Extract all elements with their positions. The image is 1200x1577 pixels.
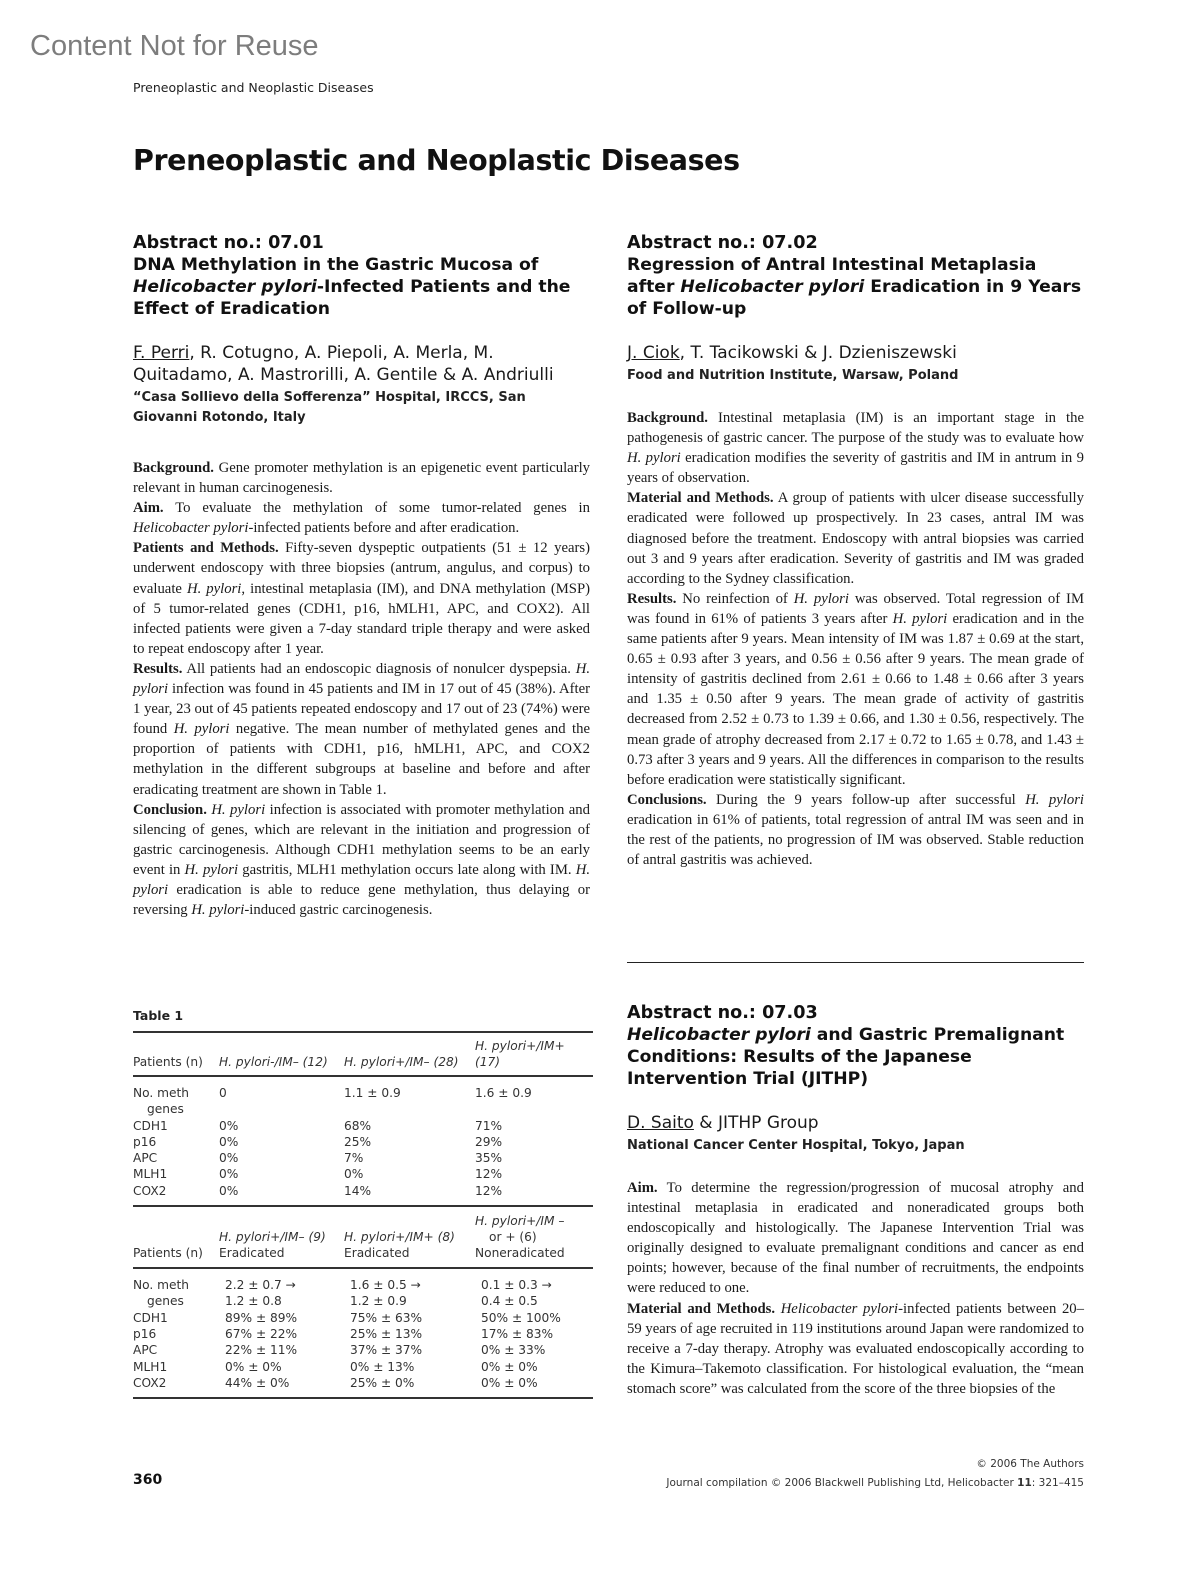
table-cell: 1.1 ± 0.9 [344, 1086, 401, 1100]
table-cell: COX2 [133, 1375, 167, 1390]
table-cell: 22% ± 11% [225, 1343, 298, 1358]
table-row [133, 1076, 593, 1101]
table-cell: 44% ± 0% [225, 1375, 290, 1390]
table-cell: 17% ± 83% [481, 1326, 554, 1341]
presenting-author: J. Ciok [627, 343, 680, 363]
table-cell: 25% [344, 1134, 372, 1149]
affiliation: National Cancer Center Hospital, Tokyo, Japan [627, 1138, 965, 1153]
watermark: Content Not for Reuse [30, 30, 319, 62]
table-header-cell: H. pylori+/IM+ (17) [475, 1032, 593, 1076]
abstract-divider [627, 962, 1084, 963]
table-cell: genes [147, 1294, 184, 1309]
table-cell: 50% ± 100% [481, 1310, 561, 1325]
table-header-cell: H. pylori+/IM– (28) [344, 1032, 475, 1076]
table-cell: p16 [133, 1134, 157, 1149]
table-cell: 75% ± 63% [350, 1310, 423, 1325]
running-head: Preneoplastic and Neoplastic Diseases [133, 80, 374, 95]
aim-paragraph: Aim. To determine the regression/progression of mucosal atrophy and intestinal metaplasia in eradicated and noneradicated groups both endoscopically and histologically. The Japanese Intervention Trial was originally designed to evaluate premalignant conditions and cancer as end points; however, because of the final number of recruitments, the endpoints were reduced to one. [627, 1180, 1084, 1297]
table-row [133, 1150, 593, 1166]
background-paragraph: Background. Gene promoter methylation is an epigenetic event particularly relevant in human carcinogenesis. [133, 460, 591, 497]
table-cell: 1.2 ± 0.8 [225, 1294, 282, 1309]
table-cell: 0% [219, 1183, 239, 1198]
table-row [133, 1268, 593, 1293]
abstract-title: Helicobacter pylori and Gastric Premalignant Conditions: Results of the Japanese Intervention Trial (JITHP) [627, 1025, 1065, 1089]
table-cell: 7% [344, 1151, 364, 1166]
conclusions-paragraph: Conclusions. During the 9 years follow-up after successful H. pylori eradication in 61% of patients, total regression of antral IM was seen and in the rest of the patients, no progression of IM was observed. Stable reduction of antral gastritis was achieved. [627, 791, 1085, 869]
table-row [133, 1166, 593, 1182]
results-paragraph: Results. No reinfection of H. pylori was observed. Total regression of IM was found in 61% of patients 3 years after H. pylori eradication and in the same patients after 9 years. Mean intensity of IM was 1.87 ± 0.69 at the start, 0.65 ± 0.93 after 3 years, and 0.56 ± 0.56 after 9 years. The mean grade of intensity of gastritis declined from 2.61 ± 0.66 to 1.48 ± 0.66 after 3 years and 1.35 ± 0.50 after 9 years. The mean grade of activity of gastritis decreased from 2.52 ± 0.73 to 1.39 ± 0.66, and 1.30 ± 0.56, respectively. The mean grade of atrophy decreased from 2.17 ± 0.72 to 1.65 ± 0.78, and 1.43 ± 0.73 after 3 years and 9 years. All the differences in comparison to the results before eradication were statistically significant. [627, 590, 1084, 788]
abstract-body [133, 458, 590, 920]
table-cell: 25% ± 0% [350, 1375, 415, 1390]
table-cell: MLH1 [133, 1359, 168, 1374]
table-cell: 89% ± 89% [225, 1310, 298, 1325]
table-header-cell: H. pylori-/IM– (12) [219, 1032, 344, 1076]
abstract-number: Abstract no.: 07.01 [133, 233, 324, 253]
results-paragraph: Results. All patients had an endoscopic diagnosis of nonulcer dyspepsia. H. pylori infection was found in 45 patients and IM in 17 out of 45 (38%). After 1 year, 23 out of 45 patients repeated endoscopy and 17 out of 23 (74%) were found H. pylori negative. The mean number of methylated genes and the proportion of patients with CDH1, p16, hMLH1, APC, and COX2 methylation in the different subgroups at baseline and before and after eradicating treatment are shown in Table 1. [133, 660, 590, 798]
presenting-author: D. Saito [627, 1113, 694, 1133]
table-header-cell: Patients (n) [133, 1206, 219, 1268]
table-cell: CDH1 [133, 1118, 168, 1133]
author-list: F. Perri, R. Cotugno, A. Piepoli, A. Merla, M. Quitadamo, A. Mastrorilli, A. Gentile & A. Andriulli [133, 343, 554, 385]
table-cell: APC [133, 1343, 158, 1358]
conclusion-paragraph: Conclusion. H. pylori infection is associated with promoter methylation and silencing of genes, which are relevant in the initiation and progression of gastric carcinogenesis. Although CDH1 methylation seems to be an early event in H. pylori gastritis, MLH1 methylation occurs late along with IM. H. pylori eradication is able to reduce gene methylation, thus delaying or reversing H. pylori-induced gastric carcinogenesis. [133, 801, 590, 919]
table-header-cell: H. pylori+/IM+ (8) Eradicated [344, 1206, 475, 1268]
table-cell: 0% ± 33% [481, 1343, 546, 1358]
section-title: Preneoplastic and Neoplastic Diseases [133, 144, 740, 177]
table-cell: 37% ± 37% [350, 1343, 423, 1358]
table-cell: 0% [219, 1151, 239, 1166]
table-cell: 12% [475, 1167, 503, 1182]
abstract-body [627, 1178, 1084, 1399]
table-row [133, 1310, 593, 1326]
table-1 [133, 1008, 593, 1399]
table-cell: 35% [475, 1151, 503, 1166]
table-row [133, 1359, 593, 1375]
table-cell: 67% ± 22% [225, 1326, 298, 1341]
table-cell: 0% ± 13% [350, 1359, 415, 1374]
table-cell: 0% [219, 1118, 239, 1133]
methylation-table [133, 1031, 593, 1399]
table-cell: 12% [475, 1183, 503, 1198]
table-cell: 1.6 ± 0.9 [475, 1086, 532, 1100]
abstract-07-01 [133, 232, 590, 920]
table-row [133, 1183, 593, 1199]
presenting-author: F. Perri [133, 343, 190, 363]
copyright-line: © 2006 The Authors [976, 1458, 1084, 1470]
table-row [133, 1134, 593, 1150]
table-cell: 0% ± 0% [481, 1359, 538, 1374]
abstract-number: Abstract no.: 07.02 [627, 233, 818, 253]
author-list: J. Ciok, T. Tacikowski & J. Dzieniszewski [627, 343, 957, 363]
table-cell: 1.2 ± 0.9 [350, 1294, 407, 1309]
table-cell: 0% [219, 1167, 239, 1182]
abstract-07-02 [627, 232, 1084, 870]
table-cell: p16 [133, 1326, 157, 1341]
affiliation: Food and Nutrition Institute, Warsaw, Poland [627, 368, 959, 383]
table-cell [219, 1101, 344, 1117]
table-cell: 0% ± 0% [481, 1375, 538, 1390]
methods-paragraph: Material and Methods. A group of patients with ulcer disease successfully eradicated were followed up prospectively. In 23 cases, antral IM was diagnosed before the treatment. Endoscopy with antral biopsies was carried out 3 and 9 years after eradication. Severity of gastritis and IM was graded according to the Sydney classification. [627, 490, 1084, 587]
table-cell: 14% [344, 1183, 372, 1198]
table-cell: 0.1 ± 0.3 → [481, 1278, 552, 1293]
table-row [133, 1375, 593, 1391]
table-cell: No. meth [133, 1278, 189, 1293]
abstract-07-03 [627, 1002, 1084, 1399]
table-row [133, 1118, 593, 1134]
table-header-cell: H. pylori+/IM– (9) Eradicated [219, 1206, 344, 1268]
background-paragraph: Background. Intestinal metaplasia (IM) is an important stage in the pathogenesis of gastric cancer. The purpose of the study was to evaluate how H. pylori eradication modifies the severity of gastritis and IM in antrum in 9 years of observation. [627, 410, 1084, 487]
table-cell: COX2 [133, 1183, 167, 1198]
table-cell: APC [133, 1151, 158, 1166]
table-cell [344, 1101, 475, 1117]
table-cell: 71% [475, 1118, 503, 1133]
table-cell: 0% [344, 1167, 364, 1182]
table-header-cell: Patients (n) [133, 1032, 219, 1076]
table-cell: 29% [475, 1134, 503, 1149]
footer-copyright [666, 1455, 1084, 1493]
methods-paragraph: Material and Methods. Helicobacter pylori-infected patients between 20–59 years of age recruited in 119 institutions around Japan were randomized to receive a 7-day therapy. Atrophy was evaluated endoscopically according to the Kimura–Takemoto classification. For histological evaluation, the “mean stomach score” was calculated from the score of the three biopsies of the [627, 1300, 1084, 1397]
table-row [133, 1326, 593, 1342]
table-row [133, 1342, 593, 1358]
abstract-title: Regression of Antral Intestinal Metaplasia after Helicobacter pylori Eradication in 9 Years of Follow-up [627, 255, 1082, 319]
abstract-title: DNA Methylation in the Gastric Mucosa of Helicobacter pylori-Infected Patients and the Effect of Eradication [133, 255, 571, 319]
aim-paragraph: Aim. To evaluate the methylation of some tumor-related genes in Helicobacter pylori-infected patients before and after eradication. [133, 500, 590, 537]
affiliation: “Casa Sollievo della Sofferenza” Hospital, IRCCS, San Giovanni Rotondo, Italy [133, 390, 526, 425]
table-cell: 2.2 ± 0.7 → [225, 1278, 296, 1293]
table-cell: 68% [344, 1118, 372, 1133]
table-cell: 25% ± 13% [350, 1326, 423, 1341]
table-row [133, 1101, 593, 1117]
table-header-cell: H. pylori+/IM – or + (6) Noneradicated [475, 1206, 593, 1268]
table-caption: Table 1 [133, 1008, 184, 1023]
table-cell: 1.6 ± 0.5 → [350, 1278, 421, 1293]
abstract-body [627, 408, 1084, 870]
abstract-number: Abstract no.: 07.03 [627, 1003, 818, 1023]
table-cell: 0 [219, 1086, 227, 1100]
page-number: 360 [133, 1472, 163, 1488]
table-cell: 0% ± 0% [225, 1359, 282, 1374]
methods-paragraph: Patients and Methods. Fifty-seven dyspeptic outpatients (51 ± 12 years) underwent endoscopy with three biopsies (antrum, angulus, and corpus) to evaluate H. pylori, intestinal metaplasia (IM), and DNA methylation (MSP) of 5 tumor-related genes (CDH1, p16, hMLH1, APC, and COX2). All infected patients were given a 7-day standard triple therapy and were asked to repeat endoscopy after 1 year. [133, 540, 591, 657]
table-row [133, 1293, 593, 1309]
table-cell [475, 1101, 593, 1117]
author-list: D. Saito & JITHP Group [627, 1113, 819, 1133]
table-cell: 0% [219, 1134, 239, 1149]
table-header-row [133, 1032, 593, 1076]
table-cell: MLH1 [133, 1167, 168, 1182]
table-cell: CDH1 [133, 1310, 168, 1325]
journal-line: Journal compilation © 2006 Blackwell Publishing Ltd, Helicobacter 11: 321–415 [666, 1477, 1084, 1489]
table-cell: No. meth [133, 1086, 189, 1100]
table-header-row [133, 1206, 593, 1268]
table-cell: 0.4 ± 0.5 [481, 1294, 538, 1309]
table-cell: genes [147, 1102, 184, 1117]
